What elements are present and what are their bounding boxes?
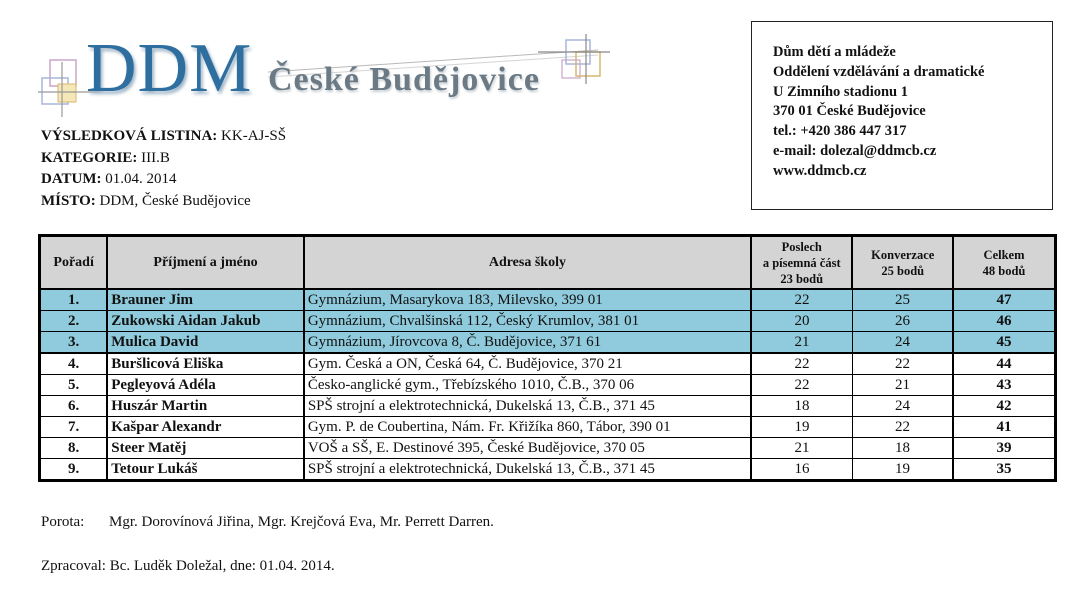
header-conversation-line: 25 bodů bbox=[881, 263, 925, 278]
cell-listening: 21 bbox=[751, 332, 852, 354]
address-website: www.ddmcb.cz bbox=[773, 162, 867, 179]
cell-rank: 1. bbox=[40, 289, 108, 311]
cell-listening: 20 bbox=[751, 311, 852, 332]
cell-school: Gymnázium, Jírovcova 8, Č. Budějovice, 371 61 bbox=[304, 332, 751, 354]
cell-rank: 7. bbox=[40, 417, 108, 438]
table-header-row bbox=[40, 236, 1056, 290]
table-row bbox=[40, 332, 1056, 354]
cell-listening: 21 bbox=[751, 438, 852, 459]
cell-school: SPŠ strojní a elektrotechnická, Dukelská 13, Č.B., 371 45 bbox=[304, 396, 751, 417]
header-rank: Pořadí bbox=[40, 236, 108, 290]
header-conversation bbox=[852, 236, 953, 290]
cell-conversation: 25 bbox=[852, 289, 953, 311]
logo bbox=[38, 22, 618, 122]
cell-name: Buršlicová Eliška bbox=[107, 353, 304, 375]
address-email: e-mail: dolezal@ddmcb.cz bbox=[773, 142, 937, 159]
header-school: Adresa školy bbox=[304, 236, 751, 290]
cell-total: 44 bbox=[953, 353, 1055, 375]
header-conversation-line: Konverzace bbox=[871, 247, 935, 262]
cell-rank: 6. bbox=[40, 396, 108, 417]
cell-listening: 22 bbox=[751, 289, 852, 311]
cell-name: Huszár Martin bbox=[107, 396, 304, 417]
cell-rank: 2. bbox=[40, 311, 108, 332]
cell-rank: 9. bbox=[40, 459, 108, 481]
cell-name: Kašpar Alexandr bbox=[107, 417, 304, 438]
address-phone: tel.: +420 386 447 317 bbox=[773, 123, 907, 140]
cell-total: 43 bbox=[953, 375, 1055, 396]
address-line: Oddělení vzdělávání a dramatické bbox=[773, 63, 985, 80]
table-row bbox=[40, 396, 1056, 417]
cell-name: Steer Matěj bbox=[107, 438, 304, 459]
meta-value: DDM, České Budějovice bbox=[95, 192, 251, 209]
processed-by-line: Zpracoval: Bc. Luděk Doležal, dne: 01.04. 2014. bbox=[41, 558, 335, 574]
cell-listening: 18 bbox=[751, 396, 852, 417]
results-table bbox=[38, 234, 1057, 482]
jury-names: Mgr. Dorovínová Jiřina, Mgr. Krejčová Eva, Mr. Perrett Darren. bbox=[109, 514, 494, 530]
meta-row-category bbox=[41, 148, 286, 170]
jury-line bbox=[41, 514, 494, 531]
meta-label: MÍSTO: bbox=[41, 192, 96, 209]
table-row bbox=[40, 353, 1056, 375]
meta-value: KK-AJ-SŠ bbox=[217, 128, 287, 144]
cell-listening: 22 bbox=[751, 375, 852, 396]
table-row bbox=[40, 311, 1056, 332]
cell-school: Gymnázium, Masarykova 183, Milevsko, 399 01 bbox=[304, 289, 751, 311]
cell-conversation: 24 bbox=[852, 396, 953, 417]
meta-label: DATUM: bbox=[41, 171, 102, 187]
cell-total: 47 bbox=[953, 289, 1055, 311]
meta-label: KATEGORIE: bbox=[41, 149, 138, 166]
cell-conversation: 24 bbox=[852, 332, 953, 354]
cell-listening: 22 bbox=[751, 353, 852, 375]
cell-total: 46 bbox=[953, 311, 1055, 332]
cell-school: VOŠ a SŠ, E. Destinové 395, České Budějovice, 370 05 bbox=[304, 438, 751, 459]
header-listening bbox=[751, 236, 852, 290]
meta-row-date bbox=[41, 169, 286, 191]
cell-rank: 5. bbox=[40, 375, 108, 396]
cell-conversation: 26 bbox=[852, 311, 953, 332]
table-row bbox=[40, 289, 1056, 311]
header-total-line: Celkem bbox=[983, 247, 1025, 262]
logo-ddm-text: DDM bbox=[86, 30, 253, 107]
cell-total: 39 bbox=[953, 438, 1055, 459]
meta-value: III.B bbox=[137, 149, 170, 166]
cell-school: Česko-anglické gym., Třebízského 1010, Č.B., 370 06 bbox=[304, 375, 751, 396]
organizer-address-box bbox=[751, 21, 1053, 210]
cell-conversation: 18 bbox=[852, 438, 953, 459]
address-line: Dům dětí a mládeže bbox=[773, 44, 896, 60]
result-meta bbox=[41, 126, 286, 212]
cell-name: Zukowski Aidan Jakub bbox=[107, 311, 304, 332]
meta-value: 01.04. 2014 bbox=[101, 171, 177, 187]
cell-school: Gymnázium, Chvalšinská 112, Český Krumlov, 381 01 bbox=[304, 311, 751, 332]
cell-rank: 8. bbox=[40, 438, 108, 459]
cell-rank: 4. bbox=[40, 353, 108, 375]
cell-conversation: 19 bbox=[852, 459, 953, 481]
logo-city-text: České Budějovice bbox=[268, 61, 540, 98]
cell-rank: 3. bbox=[40, 332, 108, 354]
cell-total: 42 bbox=[953, 396, 1055, 417]
cell-conversation: 22 bbox=[852, 353, 953, 375]
cell-name: Brauner Jim bbox=[107, 289, 304, 311]
header-total-line: 48 bodů bbox=[982, 263, 1026, 278]
cell-conversation: 21 bbox=[852, 375, 953, 396]
cell-total: 41 bbox=[953, 417, 1055, 438]
header-listening-line: a písemná část bbox=[762, 255, 841, 270]
table-row bbox=[40, 438, 1056, 459]
address-line: U Zimního stadionu 1 bbox=[773, 83, 908, 100]
meta-label: VÝSLEDKOVÁ LISTINA: bbox=[41, 128, 218, 144]
cell-name: Mulica David bbox=[107, 332, 304, 354]
cell-school: Gym. Česká a ON, Česká 64, Č. Budějovice, 370 21 bbox=[304, 353, 751, 375]
meta-row-place bbox=[41, 191, 286, 213]
cell-listening: 19 bbox=[751, 417, 852, 438]
cell-name: Pegleyová Adéla bbox=[107, 375, 304, 396]
cell-conversation: 22 bbox=[852, 417, 953, 438]
table-row bbox=[40, 417, 1056, 438]
cell-total: 45 bbox=[953, 332, 1055, 354]
address-line: 370 01 České Budějovice bbox=[773, 103, 926, 120]
header-total bbox=[953, 236, 1055, 290]
cell-school: Gym. P. de Coubertina, Nám. Fr. Křižíka 860, Tábor, 390 01 bbox=[304, 417, 751, 438]
cell-total: 35 bbox=[953, 459, 1055, 481]
table-row bbox=[40, 375, 1056, 396]
header-listening-line: Poslech bbox=[781, 239, 822, 254]
cell-school: SPŠ strojní a elektrotechnická, Dukelská 13, Č.B., 371 45 bbox=[304, 459, 751, 481]
cell-name: Tetour Lukáš bbox=[107, 459, 304, 481]
header-name: Příjmení a jméno bbox=[107, 236, 304, 290]
meta-row-title bbox=[41, 126, 286, 148]
table-row bbox=[40, 459, 1056, 481]
cell-listening: 16 bbox=[751, 459, 852, 481]
header-listening-line: 23 bodů bbox=[780, 271, 824, 286]
jury-label: Porota: bbox=[41, 514, 85, 530]
